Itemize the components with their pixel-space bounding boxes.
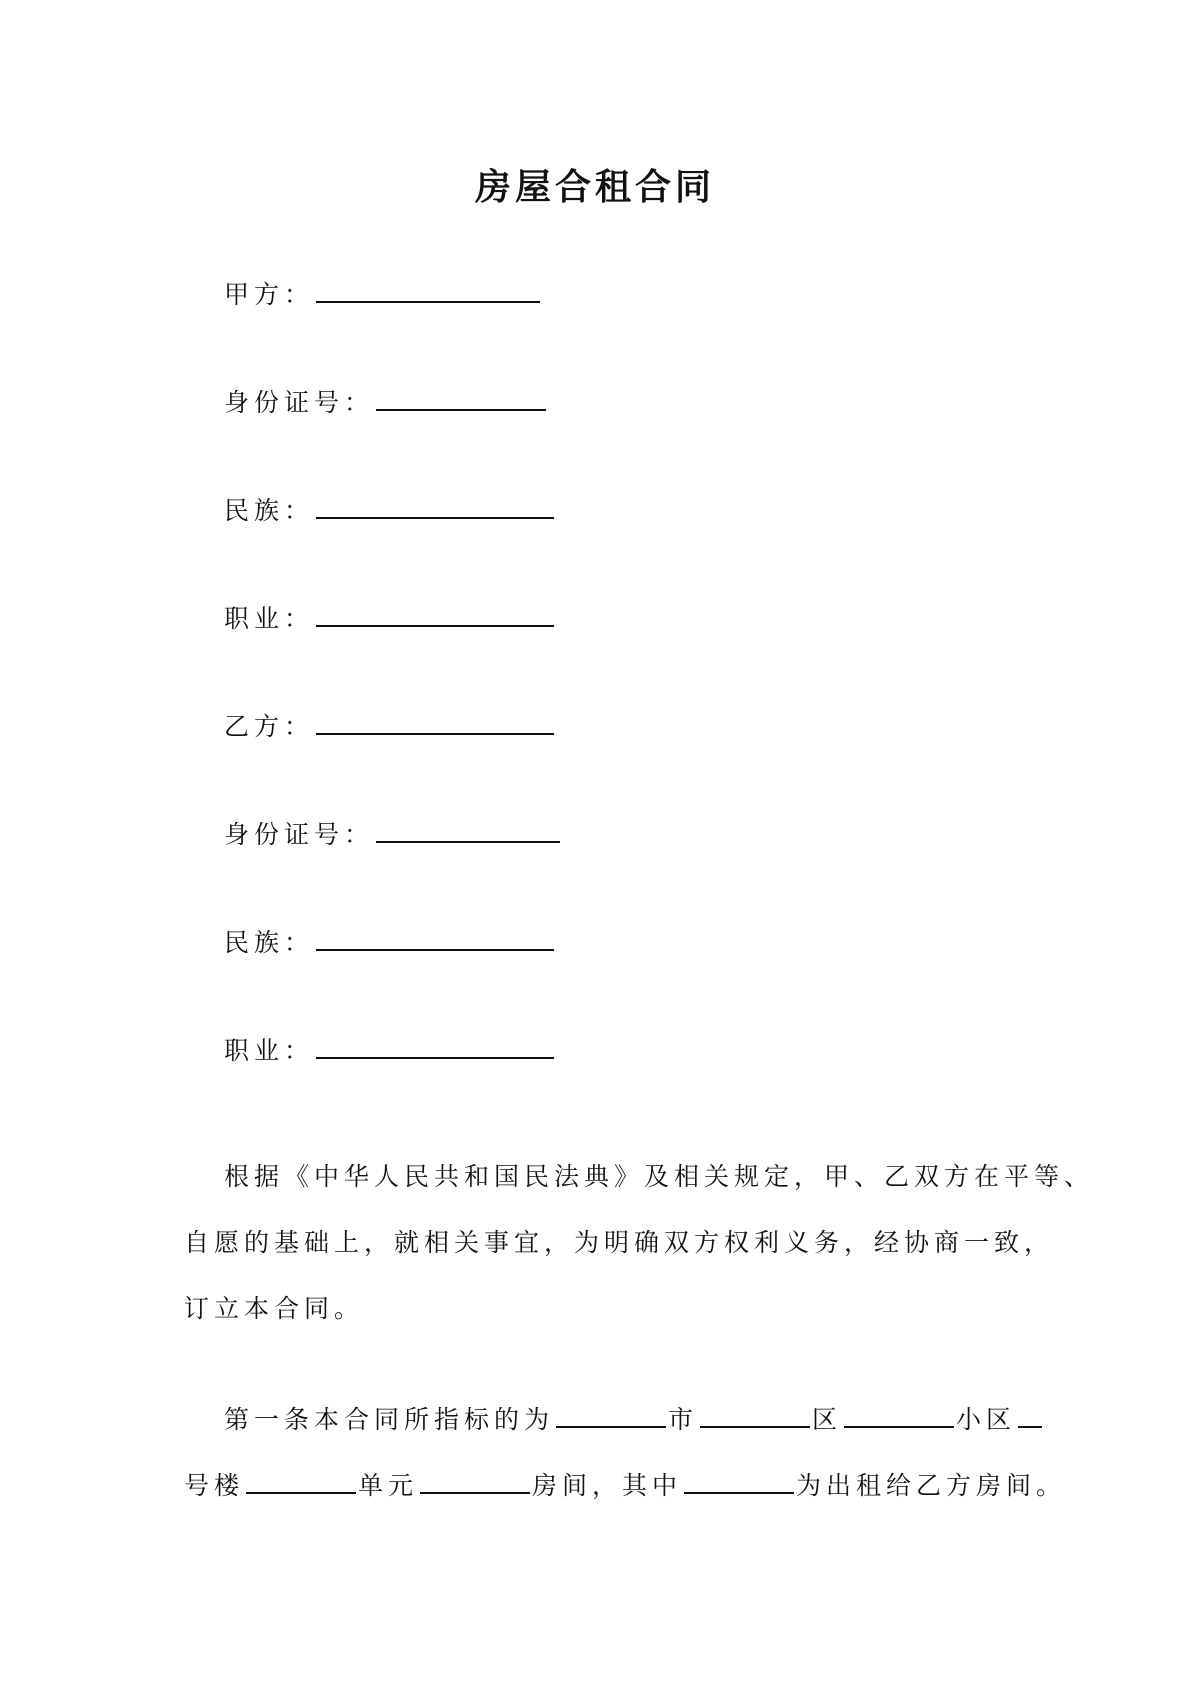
district-blank xyxy=(700,1400,810,1428)
building-blank xyxy=(1018,1400,1042,1428)
field-label: 职业： xyxy=(224,604,315,633)
fill-blank xyxy=(376,383,546,411)
article-text: 小区 xyxy=(956,1405,1017,1434)
fill-blank xyxy=(316,599,554,627)
article-text: 第一条本合同所指标的为 xyxy=(224,1405,555,1434)
fill-blank xyxy=(316,491,554,519)
unit-blank xyxy=(246,1466,356,1494)
article-text: 房间，其中 xyxy=(532,1471,683,1500)
party-a-field xyxy=(224,275,540,312)
field-label: 身份证号： xyxy=(224,388,375,417)
fill-blank xyxy=(316,275,540,303)
article-text: 区 xyxy=(812,1405,843,1434)
party-a-occupation-field xyxy=(224,599,554,636)
intro-line-2: 自愿的基础上，就相关事宜，为明确双方权利义务，经协商一致， xyxy=(184,1228,1055,1257)
party-b-occupation-field xyxy=(224,1031,554,1068)
article-text: 市 xyxy=(668,1405,699,1434)
field-label: 乙方： xyxy=(224,712,315,741)
community-blank xyxy=(844,1400,954,1428)
party-b-field xyxy=(224,707,554,744)
intro-line-1: 根据《中华人民共和国民法典》及相关规定，甲、乙双方在平等、 xyxy=(224,1162,1095,1191)
document-title: 房屋合租合同 xyxy=(474,166,715,208)
field-label: 民族： xyxy=(224,928,315,957)
party-a-id-field xyxy=(224,383,546,420)
article-text: 单元 xyxy=(358,1471,419,1500)
fill-blank xyxy=(316,923,554,951)
article-1-line-2 xyxy=(184,1466,1066,1503)
party-b-id-field xyxy=(224,815,560,852)
field-label: 民族： xyxy=(224,496,315,525)
field-label: 职业： xyxy=(224,1036,315,1065)
intro-line-3: 订立本合同。 xyxy=(184,1294,365,1323)
fill-blank xyxy=(316,1031,554,1059)
field-label: 甲方： xyxy=(224,280,315,309)
article-text: 号楼 xyxy=(184,1471,245,1500)
party-a-ethnicity-field xyxy=(224,491,554,528)
article-1-line-1 xyxy=(224,1400,1044,1437)
article-text: 为出租给乙方房间。 xyxy=(796,1471,1067,1500)
fill-blank xyxy=(316,707,554,735)
fill-blank xyxy=(376,815,560,843)
city-blank xyxy=(556,1400,666,1428)
room-blank xyxy=(420,1466,530,1494)
party-b-ethnicity-field xyxy=(224,923,554,960)
field-label: 身份证号： xyxy=(224,820,375,849)
rented-room-blank xyxy=(684,1466,794,1494)
